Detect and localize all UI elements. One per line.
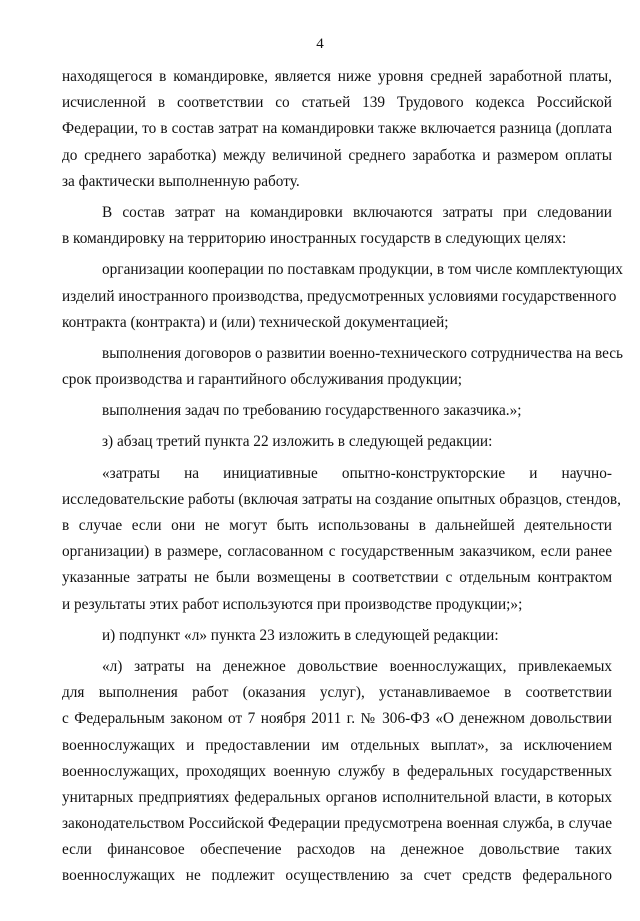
document-body xyxy=(62,64,624,890)
text-line: контракта (контракта) и (или) технической документацией; xyxy=(62,313,449,331)
text-line: и) подпункт «л» пункта 23 изложить в следующей редакции: xyxy=(102,626,499,644)
text-line: если финансовое обеспечение расходов на денежное довольствие таких xyxy=(62,841,612,859)
text-line: в случае если они не могут быть использованы в дальнейшей деятельности xyxy=(62,517,612,534)
text-line: изделий иностранного производства, предусмотренных условиями государственного xyxy=(62,287,617,305)
text-line: организации) в размере, согласованном с государственным заказчиком, если ранее xyxy=(62,543,612,561)
text-line: Федерации, то в состав затрат на командировки также включается разница (доплата xyxy=(62,120,612,138)
text-line: исчисленной в соответствии со статьей 139 Трудового кодекса Российской xyxy=(62,94,612,112)
text-line: в командировку на территорию иностранных государств в следующих целях: xyxy=(62,230,567,248)
text-line: срок производства и гарантийного обслуживания продукции; xyxy=(62,371,463,389)
text-line: для выполнения работ (оказания услуг), устанавливаемое в соответствии xyxy=(62,684,612,702)
text-line: с Федеральным законом от 7 ноября 2011 г. № 306-ФЗ «О денежном довольствии xyxy=(62,710,612,728)
text-line: военнослужащих не подлежит осуществлению за счет средств федерального xyxy=(62,867,612,885)
text-line: находящегося в командировке, является ниже уровня средней заработной платы, xyxy=(62,68,612,85)
text-line: военнослужащих и предоставлении им отдельных выплат», за исключением xyxy=(62,736,612,754)
text-line: до среднего заработка) между величиной среднего заработка и размером оплаты xyxy=(62,146,612,164)
text-line: организации кооперации по поставкам продукции, в том числе комплектующих xyxy=(102,261,623,279)
text-line: и результаты этих работ используются при производстве продукции;»; xyxy=(62,595,523,613)
text-line: исследовательские работы (включая затраты на создание опытных образцов, стендов, xyxy=(62,490,621,508)
text-line: з) абзац третий пункта 22 изложить в следующей редакции: xyxy=(102,433,493,451)
text-line: выполнения задач по требованию государственного заказчика.»; xyxy=(102,402,522,420)
text-line: унитарных предприятиях федеральных органов исполнительной власти, в которых xyxy=(62,788,612,806)
text-line: «л) затраты на денежное довольствие военнослужащих, привлекаемых xyxy=(102,657,612,675)
text-line: В состав затрат на командировки включаются затраты при следовании xyxy=(102,203,612,221)
text-line: законодательством Российской Федерации предусмотрена военная служба, в случае xyxy=(62,815,612,833)
text-line: военнослужащих, проходящих военную службу в федеральных государственных xyxy=(62,762,612,780)
page-number: 4 xyxy=(316,36,324,52)
text-line: указанные затраты не были возмещены в соответствии с отдельным контрактом xyxy=(62,569,612,587)
text-line: «затраты на инициативные опытно-конструкторские и научно- xyxy=(102,464,612,482)
text-line: выполнения договоров о развитии военно-технического сотрудничества на весь xyxy=(102,344,624,362)
text-line: за фактически выполненную работу. xyxy=(62,172,300,190)
